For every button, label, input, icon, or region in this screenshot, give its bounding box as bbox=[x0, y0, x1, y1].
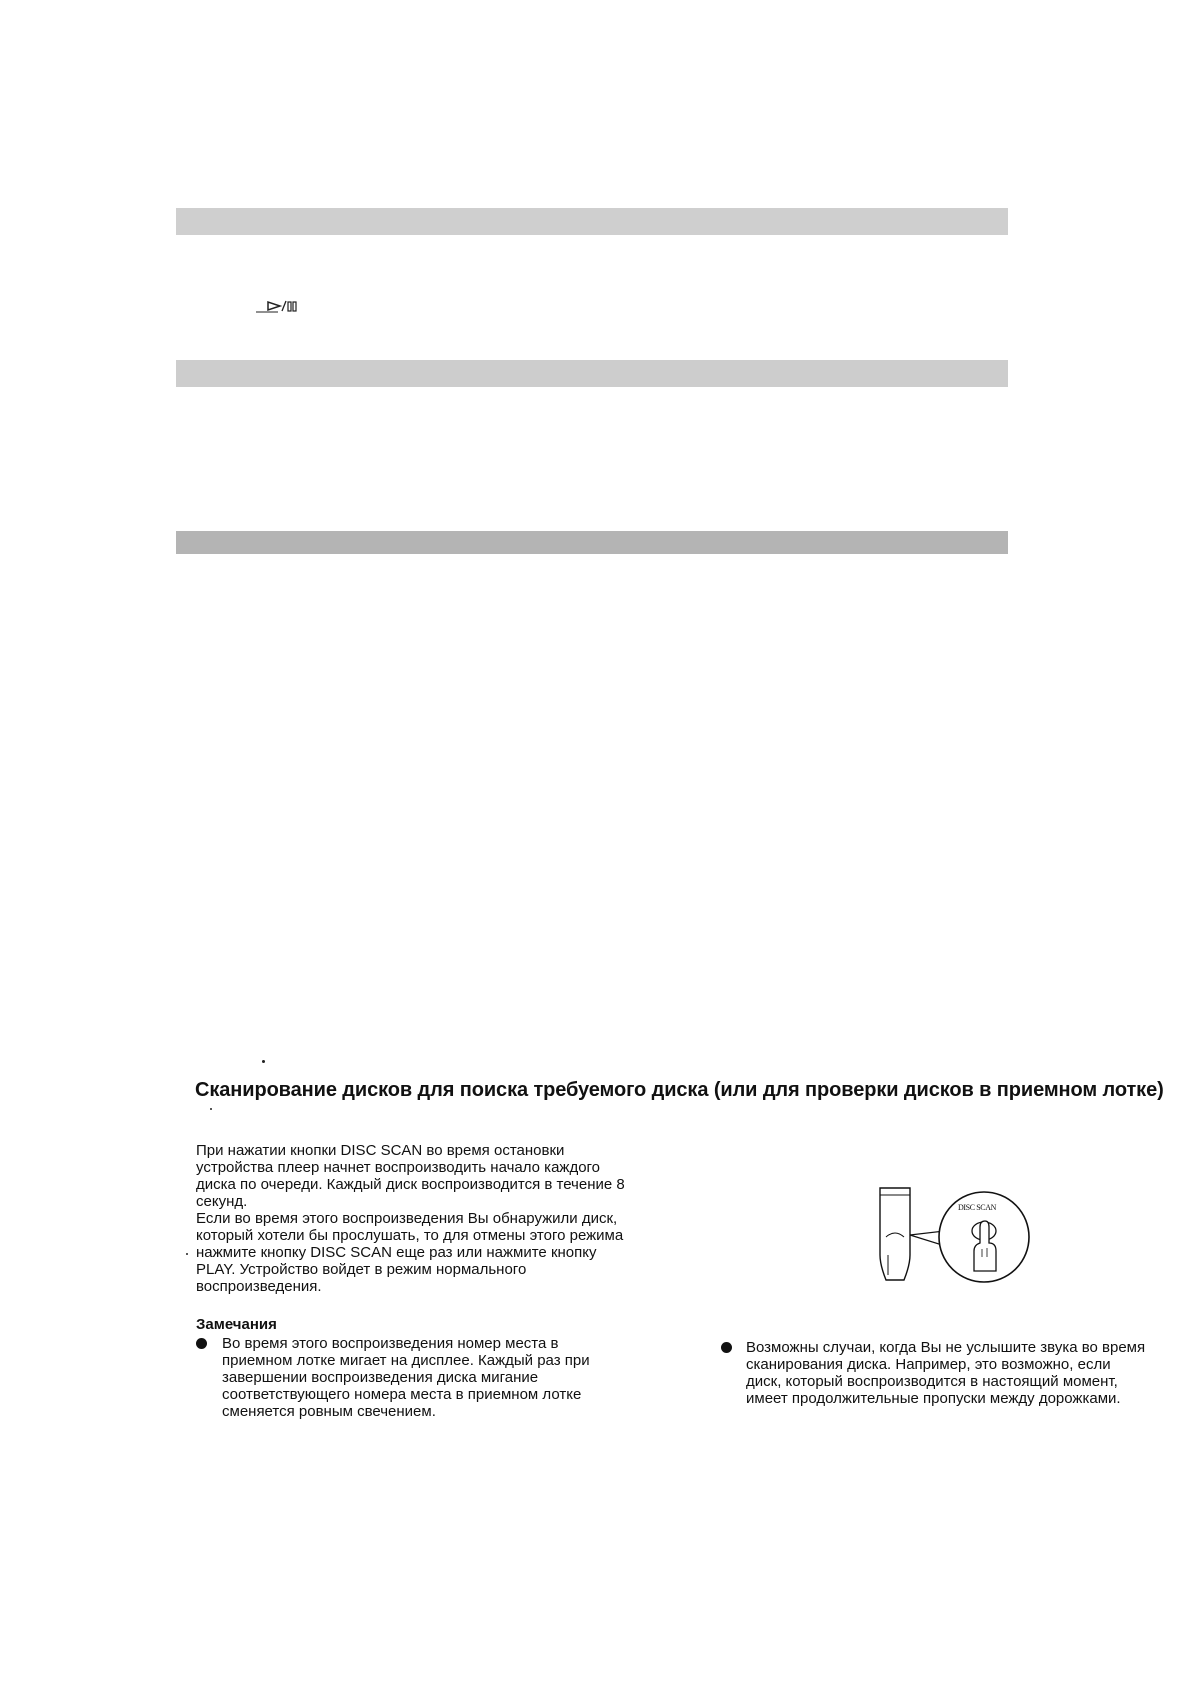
section-header-bar bbox=[176, 531, 1008, 554]
section-header-bar bbox=[176, 360, 1008, 387]
note-item: Возможны случаи, когда Вы не услышите звука во время сканирования диска. Например, это возможно, если диск, который воспроизводится в настоящий момент, имеет продолжительные пропуски между дорожками. bbox=[746, 1339, 1146, 1407]
disc-scan-illustration bbox=[874, 1185, 1044, 1305]
note-item: Во время этого воспроизведения номер места в приемном лотке мигает на дисплее. Каждый раз при завершении воспроизведения диска мигание соответствующего номера места в приемном лотке сменяется ровным свечением. bbox=[222, 1335, 590, 1420]
bullet-icon bbox=[196, 1338, 207, 1349]
disc-scan-label: DISC SCAN bbox=[958, 1203, 996, 1212]
bullet-icon bbox=[721, 1342, 732, 1353]
play-pause-icon bbox=[256, 298, 306, 314]
section-heading: Сканирование дисков для поиска требуемого диска (или для проверки дисков в приемном лотке) bbox=[195, 1079, 1164, 1101]
notes-title: Замечания bbox=[196, 1316, 277, 1333]
scan-speck bbox=[210, 1108, 212, 1110]
section-paragraph: При нажатии кнопки DISC SCAN во время остановки устройства плеер начнет воспроизводить начало каждого диска по очереди. Каждый диск воспроизводится в течение 8 секунд. Если во время этого воспроизведения Вы обнаружили диск, который хотели бы прослушать, то для отмены этого режима нажмите кнопку DISC SCAN еще раз или нажмите кнопку PLAY. Устройство войдет в режим нормального воспроизведения. bbox=[196, 1142, 625, 1295]
scan-speck bbox=[186, 1253, 188, 1255]
section-header-bar bbox=[176, 208, 1008, 235]
scan-speck bbox=[262, 1060, 265, 1063]
